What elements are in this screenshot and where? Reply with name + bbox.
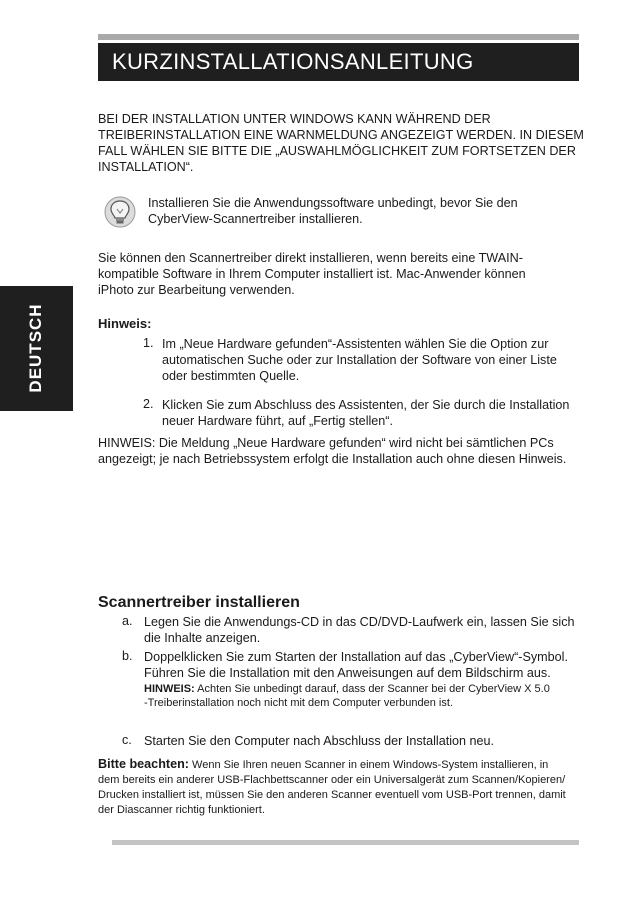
tip-line: Installieren Sie die Anwendungssoftware unbedingt, bevor Sie den bbox=[148, 196, 518, 210]
intro-line: iPhoto zur Bearbeitung verwenden. bbox=[98, 283, 295, 297]
bitte-beachten-paragraph bbox=[98, 757, 566, 818]
step-line: Legen Sie die Anwendungs-CD in das CD/DVD-Laufwerk ein, lassen Sie sich bbox=[144, 615, 575, 629]
warning-line: TREIBERINSTALLATION EINE WARNMELDUNG ANGEZEIGT WERDEN. IN DIESEM bbox=[98, 128, 584, 142]
step-b bbox=[144, 649, 568, 681]
bitte-line: Drucken installiert ist, müssen Sie den anderen Scanner eventuell vom USB-Port trennen, damit bbox=[98, 789, 566, 801]
list-item-line: Im „Neue Hardware gefunden“-Assistenten wählen Sie die Option zur bbox=[162, 337, 549, 351]
bitte-line: dem bereits ein anderer USB-Flachbettscanner oder ein Universalgerät zum Scannen/Kopieren/ bbox=[98, 774, 566, 786]
step-line: Doppelklicken Sie zum Starten der Installation auf das „CyberView“-Symbol. bbox=[144, 650, 568, 664]
warning-line: FALL WÄHLEN SIE BITTE DIE „AUSWAHLMÖGLICHKEIT ZUM FORTSETZEN DER bbox=[98, 144, 576, 158]
section-heading: Scannertreiber installieren bbox=[98, 594, 300, 611]
warning-line: INSTALLATION“. bbox=[98, 160, 194, 174]
bitte-text: Wenn Sie Ihren neuen Scanner in einem Windows-System installieren, in bbox=[188, 759, 549, 771]
list-item-line: oder bestimmten Quelle. bbox=[162, 369, 300, 383]
top-divider bbox=[98, 34, 579, 40]
list-item-line: Klicken Sie zum Abschluss des Assistenten, der Sie durch die Installation bbox=[162, 398, 570, 412]
intro-line: kompatible Software in Ihrem Computer installiert ist. Mac-Anwender können bbox=[98, 267, 526, 281]
page-title: KURZINSTALLATIONSANLEITUNG bbox=[112, 49, 474, 74]
step-b-note bbox=[144, 682, 550, 710]
hinweis-note-line: angezeigt; je nach Betriebssystem erfolgt die Installation auch ohne diesen Hinweis. bbox=[98, 452, 567, 466]
list-item bbox=[162, 336, 557, 384]
step-c: Starten Sie den Computer nach Abschluss der Installation neu. bbox=[144, 734, 495, 748]
step-line: Führen Sie die Installation mit den Anweisungen auf dem Bildschirm aus. bbox=[144, 666, 551, 680]
warning-paragraph bbox=[98, 111, 584, 175]
note-text: Achten Sie unbedingt darauf, dass der Scanner bei der CyberView X 5.0 bbox=[194, 683, 550, 695]
list-item-line: automatischen Suche oder zur Installation der Software von einer Liste bbox=[162, 353, 557, 367]
list-number: 1. bbox=[143, 336, 154, 350]
step-letter: c. bbox=[122, 733, 132, 747]
intro-paragraph bbox=[98, 250, 526, 298]
step-a bbox=[144, 614, 575, 646]
note-label: HINWEIS: bbox=[144, 683, 195, 695]
step-line: die Inhalte anzeigen. bbox=[144, 631, 261, 645]
intro-line: Sie können den Scannertreiber direkt installieren, wenn bereits eine TWAIN- bbox=[98, 251, 523, 265]
language-tab-label: DEUTSCH bbox=[26, 303, 45, 393]
bitte-label: Bitte beachten: bbox=[98, 757, 189, 771]
list-number: 2. bbox=[143, 397, 154, 411]
list-item bbox=[162, 397, 569, 429]
hinweis-note bbox=[98, 435, 566, 467]
tip-line: CyberView-Scannertreiber installieren. bbox=[148, 212, 363, 226]
hinweis-heading: Hinweis: bbox=[98, 316, 152, 331]
bottom-divider bbox=[112, 840, 579, 845]
list-item-line: neuer Hardware führt, auf „Fertig stellen“. bbox=[162, 414, 393, 428]
tip-text bbox=[148, 195, 518, 227]
warning-line: BEI DER INSTALLATION UNTER WINDOWS KANN WÄHREND DER bbox=[98, 112, 491, 126]
note-text: -Treiberinstallation noch nicht mit dem Computer verbunden ist. bbox=[144, 697, 453, 709]
step-letter: b. bbox=[122, 649, 133, 663]
step-letter: a. bbox=[122, 614, 133, 628]
lightbulb-icon bbox=[104, 195, 136, 231]
bitte-line: der Diascanner richtig funktioniert. bbox=[98, 804, 265, 816]
hinweis-note-line: HINWEIS: Die Meldung „Neue Hardware gefunden“ wird nicht bei sämtlichen PCs bbox=[98, 436, 554, 450]
